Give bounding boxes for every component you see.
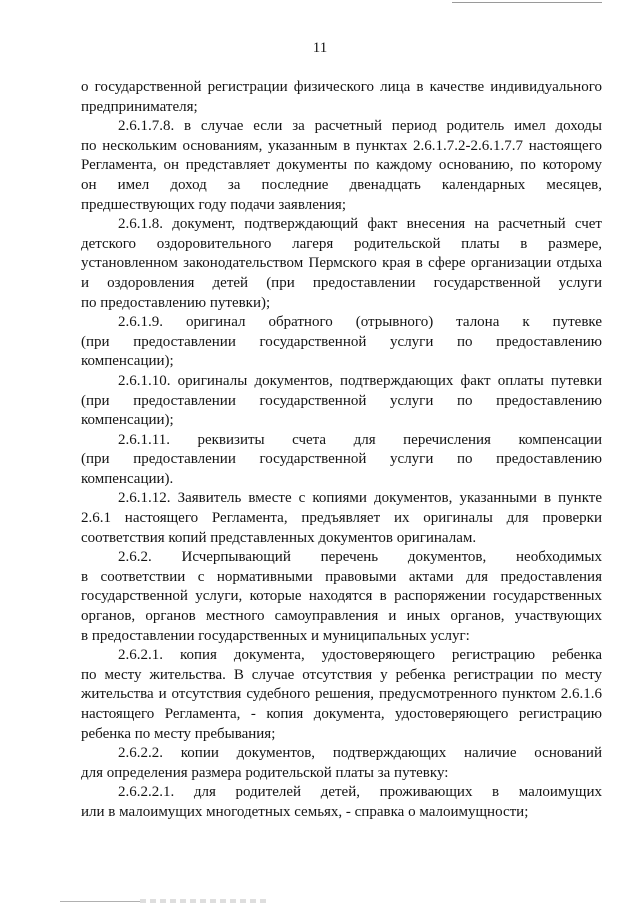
text-line: детского оздоровительного лагеря родительской платы в размере, <box>81 235 602 252</box>
text-line: 2.6.1 настоящего Регламента, предъявляет их оригиналы для проверки <box>81 510 602 527</box>
text-line: для определения размера родительской платы за путевку: <box>81 764 449 781</box>
top-rule <box>452 2 602 3</box>
text-line: 2.6.2. Исчерпывающий перечень документов, необходимых <box>118 549 602 566</box>
text-line: компенсации); <box>81 353 174 370</box>
text-line: предшествующих году подачи заявления; <box>81 196 346 213</box>
text-line: Регламента, он представляет документы по каждому основанию, по которому <box>81 157 602 174</box>
text-line: (при предоставлении государственной услуги по предоставлению <box>81 451 602 468</box>
text-line: 2.6.2.1. копия документа, удостоверяющего регистрацию ребенка <box>118 647 602 664</box>
text-line: компенсации). <box>81 470 174 487</box>
bottom-rule <box>60 901 140 902</box>
text-line: 2.6.1.8. документ, подтверждающий факт внесения на расчетный счет <box>118 216 602 233</box>
text-line: 2.6.1.9. оригинал обратного (отрывного) талона к путевке <box>118 314 602 331</box>
text-line: он имел доход за последние двенадцать календарных месяцев, <box>81 176 602 193</box>
text-line: государственной услуги, которые находятся в распоряжении государственных <box>81 588 602 605</box>
text-line: по нескольким основаниям, указанным в пунктах 2.6.1.7.2-2.6.1.7.7 настоящего <box>81 137 602 154</box>
text-line: о государственной регистрации физического лица в качестве индивидуального <box>81 79 602 95</box>
text-line: и оздоровления детей (при предоставлении государственной услуги <box>81 274 602 291</box>
text-line: соответствия копий представленных документов оригиналам. <box>81 529 477 546</box>
text-line: жительства и отсутствия судебного решения, предусмотренного пунктом 2.6.1.6 <box>81 686 602 703</box>
page-number: 11 <box>312 40 328 56</box>
text-line: в соответствии с нормативными правовыми актами для предоставления <box>81 568 602 585</box>
text-line: установленном законодательством Пермского края в сфере организации отдыха <box>81 255 602 272</box>
text-line: ребенка по месту пребывания; <box>81 725 276 742</box>
footer-smudge <box>140 899 270 903</box>
text-line: по предоставлению путевки); <box>81 294 271 311</box>
text-line: 2.6.1.10. оригиналы документов, подтверждающих факт оплаты путевки <box>118 372 602 389</box>
text-line: (при предоставлении государственной услуги по предоставлению <box>81 333 602 350</box>
text-line: 2.6.2.2.1. для родителей детей, проживающих в малоимущих <box>118 784 602 801</box>
text-line: предпринимателя; <box>81 98 198 115</box>
text-line: 2.6.1.11. реквизиты счета для перечисления компенсации <box>118 431 602 448</box>
document-body <box>81 78 602 823</box>
text-line: (при предоставлении государственной услуги по предоставлению <box>81 392 602 409</box>
text-line: компенсации); <box>81 412 174 429</box>
text-line: 2.6.2.2. копии документов, подтверждающих наличие оснований <box>118 745 602 762</box>
text-line: или в малоимущих многодетных семьях, - справка о малоимущности; <box>81 803 529 820</box>
text-line: органов, органов местного самоуправления и иных органов, участвующих <box>81 608 602 625</box>
text-line: по месту жительства. В случае отсутствия у ребенка регистрации по месту <box>81 666 602 683</box>
text-line: 2.6.1.12. Заявитель вместе с копиями документов, указанными в пункте <box>118 490 602 507</box>
text-line: настоящего Регламента, - копия документа, удостоверяющего регистрацию <box>81 706 602 722</box>
text-line: в предоставлении государственных и муниципальных услуг: <box>81 627 470 644</box>
text-line: 2.6.1.7.8. в случае если за расчетный период родитель имел доходы <box>118 118 602 135</box>
